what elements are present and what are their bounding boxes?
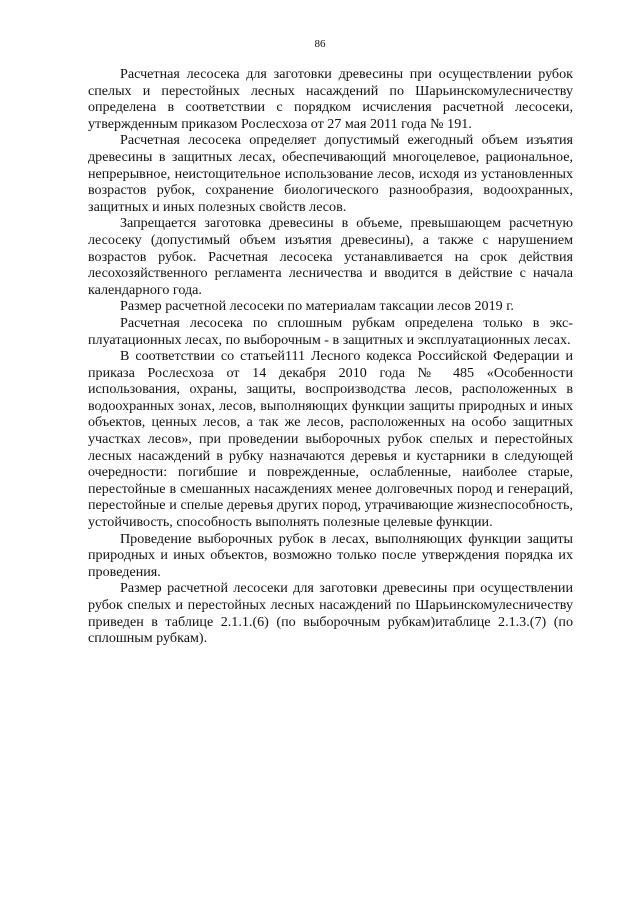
paragraph-table-reference: Размер расчетной лесосеки для заготовки древесины при осуществлении рубок спелых и перестойных лесных насаждений по Шарьинскомулесничеству приведен в таблице 2.1.1.(6) (по выборочным рубкам)итаблице 2.1.3.(7) (по сплошным рубкам). <box>88 580 573 647</box>
page-number: 86 <box>314 38 326 50</box>
paragraph-allowable-cut-definition: Расчетная лесосека определяет допустимый ежегодный объем изъятия древесины в защитных лесах, обеспечивающий многоцелевое, рациональное, непрерывное, неистощительное использование лесов, исходя из установленных возрастов рубок, сохранение биологического разнообразия, водоохранных, защитных и иных полезных свойств лесов. <box>88 132 573 215</box>
paragraph-protective-forests: Проведение выборочных рубок в лесах, выполняющих функции защиты природных и иных объектов, возможно только после утверждения порядка их проведения. <box>88 530 573 580</box>
paragraph-allowable-cut-calculation: Расчетная лесосека для заготовки древесины при осуществлении рубок спелых и перестойных лесных насаждений по Шарьинскомулесничеству определена в соответствии с порядком исчисления расчетной лесосеки, утвержденным приказом Рослесхоза от 27 мая 2011 года № 191. <box>88 66 573 132</box>
document-body <box>88 66 573 647</box>
paragraph-harvest-restrictions: Запрещается заготовка древесины в объеме, превышающем расчетную лесосеку (допустимый объем изъятия древесины), а также с нарушением возрастов рубок. Расчетная лесосека устанавливается на срок действия лесохозяйственного регламента лесничества и вводится в действие с начала календарного года. <box>88 215 573 298</box>
paragraph-forest-code-order: В соответствии со статьей111 Лесного кодекса Российской Федерации и приказа Рослесхоза от 14 декабря 2010 года № 485 «Особенности использования, охраны, защиты, воспроизводства лесов, расположенных в водоохранных зонах, лесов, выполняющих функции защиты природных и иных объектов, ценных лесов, а так же лесов, расположенных на особо защитных участках лесов», при проведении выборочных рубок спелых и перестойных лесных насаждений в рубку назначаются деревья и кустарники в следующей очередности: погибшие и поврежденные, ослабленные, наиболее старые, перестойные в смешанных насаждениях менее долговечных пород и генераций, перестойные и спелые деревья других пород, утрачивающие жизнеспособность, устойчивость, способность выполнять полезные целевые функции. <box>88 348 573 531</box>
paragraph-clear-and-selective-cuts: Расчетная лесосека по сплошным рубкам определена только в эксплуатационных лесах, по выборочным - в защитных и эксплуатационных лесах. <box>88 314 573 348</box>
paragraph-taxation-basis: Размер расчетной лесосеки по материалам таксации лесов 2019 г. <box>120 298 514 315</box>
